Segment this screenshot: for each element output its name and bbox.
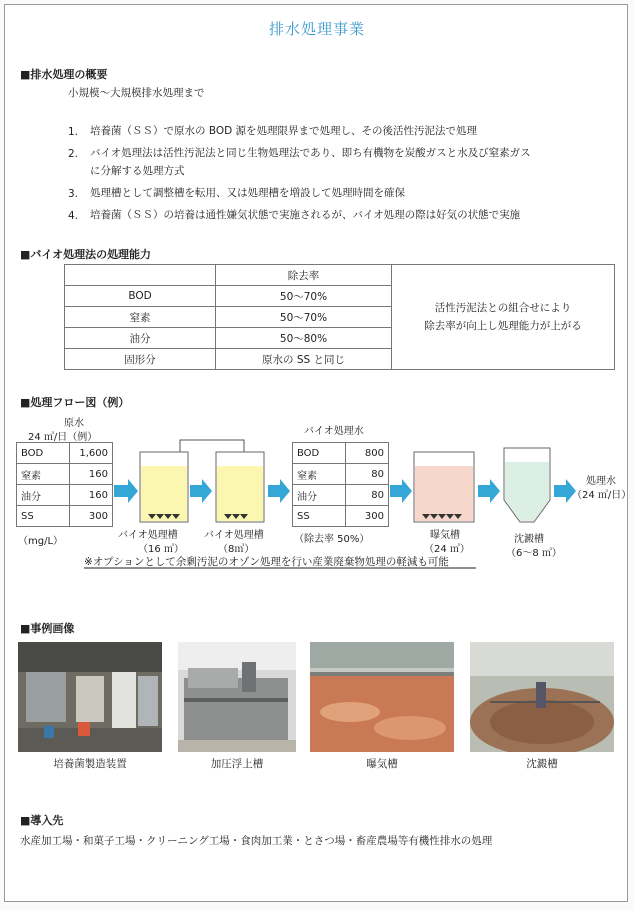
item-text: 培養菌（ＳＳ）で原水の BOD 源を処理限界まで処理し、その後活性汚泥法で処理 <box>90 125 478 137</box>
row-item: 油分 <box>65 328 216 349</box>
table-row <box>293 506 389 527</box>
flow-arrow <box>190 479 212 503</box>
settling-label: 沈澱槽 <box>514 534 544 545</box>
settling-volume: （6～8 ㎥） <box>506 548 562 559</box>
item-text: バイオ処理法は活性汚泥法と同じ生物処理法であり、即ち有機物を炭酸ガスと水及び窒素ガス <box>90 147 531 159</box>
bio-tank-2-liquid <box>217 466 263 521</box>
flow-arrow <box>478 479 500 503</box>
overview-heading: ■排水処理の概要 <box>20 68 108 81</box>
photo-caption: 培養菌製造装置 <box>53 758 127 770</box>
row-item: BOD <box>65 286 216 307</box>
adoption-text: 水産加工場・和菓子工場・クリーニング工場・食肉加工業・とさつ場・畜産農場等有機性排水の処理 <box>20 835 493 847</box>
photo-caption: 曝気槽 <box>366 758 398 770</box>
row-item: 固形分 <box>65 349 216 370</box>
photo-caption: 加圧浮上槽 <box>210 758 264 770</box>
raw-value: 160 <box>70 464 113 485</box>
flow-arrow <box>268 479 290 503</box>
bio-key: SS <box>293 506 346 527</box>
item-text: 培養菌（ＳＳ）の培養は通性嫌気状態で実施されるが、バイオ処理の際は好気の状態で実施 <box>90 209 521 221</box>
raw-value: 160 <box>70 485 113 506</box>
bio-value: 80 <box>346 464 389 485</box>
bio-water-table <box>292 442 389 527</box>
row-rate: 50～80% <box>216 328 392 349</box>
photo-aeration-tank-icon <box>310 642 454 752</box>
raw-flow: 24 ㎥/日（例） <box>28 432 98 443</box>
raw-label: 原水 <box>64 418 84 429</box>
bio-tank-1-liquid <box>141 466 187 521</box>
flow-arrow <box>114 479 138 503</box>
bio-key: 油分 <box>293 485 346 506</box>
photo-settling-tank-icon <box>470 642 614 752</box>
output-label: 処理水 <box>586 476 616 487</box>
note-line-1: 活性汚泥法との組合せにより <box>434 302 572 314</box>
table-row <box>293 464 389 485</box>
aeration-tank-liquid <box>415 466 473 521</box>
bio-value: 80 <box>346 485 389 506</box>
output-flow: （24 ㎥/日） <box>572 490 632 501</box>
item-number: 4. <box>68 210 79 222</box>
settling-tank-liquid <box>505 462 549 521</box>
photos-heading: ■事例画像 <box>20 622 75 635</box>
bio-value: 300 <box>346 506 389 527</box>
aeration-label: 曝気槽 <box>430 530 460 541</box>
photo-culture-equipment-icon <box>18 642 162 752</box>
item-number: 3. <box>68 188 79 200</box>
table-header-rate: 除去率 <box>216 265 392 286</box>
tank1-label: バイオ処理槽 <box>118 530 178 541</box>
raw-value: 300 <box>70 506 113 527</box>
item-text-continued: に分解する処理方式 <box>90 165 185 177</box>
note-line-2: 除去率が向上し処理能力が上がる <box>424 320 582 332</box>
table-row <box>293 443 389 464</box>
page-title: 排水処理事業 <box>268 20 365 38</box>
row-rate: 50～70% <box>216 286 392 307</box>
raw-key: SS <box>17 506 70 527</box>
item-number: 1. <box>68 126 79 138</box>
diffuser-icon <box>224 514 248 519</box>
bio-key: 窒素 <box>293 464 346 485</box>
bio-value: 800 <box>346 443 389 464</box>
bio-water-label: バイオ処理水 <box>304 426 364 437</box>
photo-caption: 沈澱槽 <box>526 758 558 770</box>
bio-removal-note: （除去率 50%） <box>294 534 370 545</box>
item-text: 処理槽として調整槽を転用、又は処理槽を増設して処理時間を確保 <box>90 187 405 199</box>
flow-arrow <box>390 479 412 503</box>
tank2-label: バイオ処理槽 <box>204 530 264 541</box>
overview-subtitle: 小規模～大規模排水処理まで <box>68 87 205 99</box>
option-note: ※オプションとして余剰汚泥のオゾン処理を行い産業廃棄物処理の軽減も可能 <box>84 556 449 568</box>
raw-key: 油分 <box>17 485 70 506</box>
capability-heading: ■バイオ処理法の処理能力 <box>20 248 152 261</box>
raw-key: BOD <box>17 443 70 464</box>
raw-value: 1,600 <box>70 443 113 464</box>
bio-key: BOD <box>293 443 346 464</box>
aeration-volume: （24 ㎥） <box>424 544 470 555</box>
row-item: 窒素 <box>65 307 216 328</box>
raw-key: 窒素 <box>17 464 70 485</box>
adoption-heading: ■導入先 <box>20 814 64 827</box>
row-rate: 原水の SS と同じ <box>216 349 392 370</box>
raw-unit: （mg/L） <box>18 536 64 547</box>
table-row <box>293 485 389 506</box>
photo-flotation-tank-icon <box>178 642 296 752</box>
item-number: 2. <box>68 148 79 160</box>
row-rate: 50～70% <box>216 307 392 328</box>
flow-heading: ■処理フロー図（例） <box>20 396 130 409</box>
tank1-volume: （16 ㎥） <box>138 544 184 555</box>
tank2-volume: （8㎥） <box>218 544 255 555</box>
